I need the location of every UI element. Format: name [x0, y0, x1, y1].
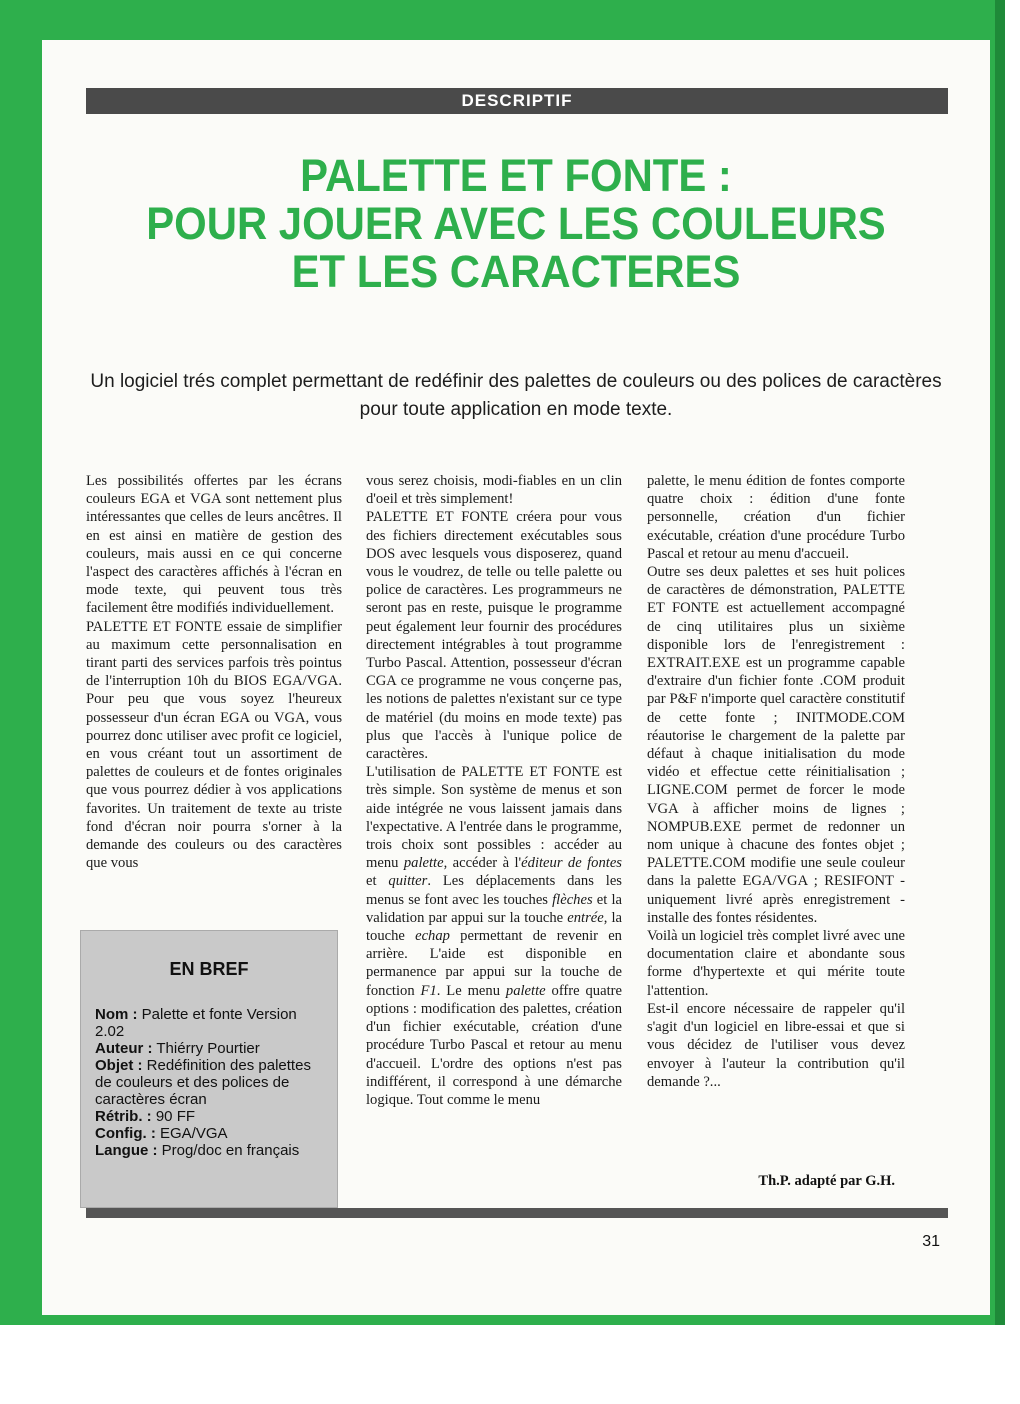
en-bref-label: Objet :	[95, 1057, 143, 1074]
italic-term: flèches	[552, 891, 593, 908]
title-line-3: ET LES CARACTERES	[291, 246, 741, 297]
paragraph: PALETTE ET FONTE essaie de simplifier au maximum cette personnalisation en tirant parti des services parfois très pointus de l'interruption 10h du BIOS EGA/VGA. Pour peu que vous soyez l'heureux possesseur d'un écran EGA ou VGA, vous pourrez donc utiliser avec profit ce logiciel, en vous créant tout un assortiment de palettes de couleurs et de fontes originales que vous pourrez dédier à vos applications favorites. Un traitement de texte au triste fond d'écran noir pourra s'orner à la demande des couleurs ou des caractères que vous	[86, 618, 342, 872]
text-run: . Le menu	[436, 982, 506, 999]
author-signature: Th.P. adapté par G.H.	[758, 1173, 895, 1189]
en-bref-label: Langue :	[95, 1142, 158, 1159]
column-1	[86, 472, 342, 872]
title-line-1: PALETTE ET FONTE :	[300, 150, 732, 201]
en-bref-label: Nom :	[95, 1006, 138, 1023]
text-run: et la validation par appui sur la touche	[366, 891, 622, 926]
paragraph: Voilà un logiciel très complet livré avec une documentation claire et abondante sous forme d'hypertexte et qui mérite toute l'attention.	[647, 928, 905, 999]
text-run: . Les déplacements dans les menus se font avec les touches	[366, 873, 622, 908]
text-run: , accéder à l'	[443, 855, 522, 872]
text-run: permettant de revenir en arrière. L'aide est disponible en permanence par appui sur la touche de fonction	[366, 928, 622, 999]
en-bref-value: Redéfinition des palettes de couleurs et des polices de caractères écran	[95, 1057, 311, 1108]
text-run: offre quatre options : modification des palettes, création d'un fichier exécutable, création d'une procédure Turbo Pascal et retour au menu d'accueil. L'ordre des options n'est pas indifférent, il correspond à une démarche logique. Tout comme le menu	[366, 982, 622, 1108]
italic-term: entrée	[567, 909, 604, 926]
italic-term: éditeur de fontes	[521, 855, 622, 872]
paragraph: PALETTE ET FONTE créera pour vous des fichiers directement exécutables sous DOS avec lesquels vous disposerez, quand vous le voudrez, de telle ou telle palette ou police de caractères. Les programmeurs ne seront pas en reste, puisque le programme peut également leur fournir des procédures directement intégrables à tout programme Turbo Pascal. Attention, possesseur d'écran CGA ce programme ne vous conçerne pas, les notions de palettes n'existant sur ce type de matériel (du moins en mode texte) pas plus que l'accès à l'unique police de caractères.	[366, 509, 622, 763]
paragraph: Outre ses deux palettes et ses huit polices de caractères de démonstration, PALETTE ET FONTE est actuellement accompagné de cinq utilitaires plus un sixième disponible lors de l'enregistrement : EXTRAIT.EXE est un programme capable d'extraire d'un fichier fonte .COM produit par P&F n'importe quel caractère constitutif de cette fonte ; INITMODE.COM réautorise le chargement de la palette par défaut à chaque initialisation du mode vidéo et effectue cette réinitialisation ; LIGNE.COM permet de forcer le mode VGA à afficher moins de lignes ; NOMPUB.EXE permet de redonner un nom unique à chacune des fontes objet ; PALETTE.COM modifie une seule couleur dans la palette EGA/VGA ; RESIFONT - uniquement livré après enregistrement - installe des fontes résidentes.	[647, 564, 905, 926]
en-bref-label: Config. :	[95, 1125, 156, 1142]
column-2	[366, 472, 622, 1109]
article-lede: Un logiciel trés complet permettant de redéfinir des palettes de couleurs ou des polices de caractères pour toute application en mode texte.	[90, 371, 942, 420]
italic-term: palette	[505, 982, 546, 999]
footer-rule	[86, 1208, 948, 1218]
italic-term: palette	[403, 855, 444, 872]
text-run: et	[366, 873, 389, 890]
paragraph: Est-il encore nécessaire de rappeler qu'il s'agit d'un logiciel en libre-essai et que si vous décidez de l'utiliser vous devez envoyer à l'auteur la contribution qu'il demande ?...	[647, 1000, 905, 1090]
en-bref-row	[95, 1108, 325, 1125]
en-bref-row	[95, 1142, 325, 1159]
en-bref-box	[80, 930, 338, 1208]
section-rubric-bar	[86, 88, 948, 114]
article-title	[94, 152, 938, 296]
green-edge	[995, 0, 1005, 1325]
en-bref-row	[95, 1125, 325, 1142]
paragraph	[366, 763, 622, 1109]
magazine-page	[42, 40, 990, 1315]
en-bref-value: Palette et fonte Version 2.02	[95, 1006, 297, 1040]
en-bref-value: 90 FF	[151, 1108, 196, 1125]
en-bref-value: Thiérry Pourtier	[152, 1040, 260, 1057]
en-bref-row	[95, 1006, 325, 1040]
italic-term: quitter	[388, 873, 428, 890]
text-run: L'utilisation de PALETTE ET FONTE est très simple. Son système de menus et son aide intégrée ne vous laissent jamais dans l'expectative. A l'entrée dans le programme, trois choix sont possibles : accéder au menu	[366, 764, 622, 872]
title-line-2: POUR JOUER AVEC LES COULEURS	[146, 198, 886, 249]
paragraph: Les possibilités offertes par les écrans couleurs EGA et VGA sont nettement plus intéressantes que celles de leurs ancêtres. Il en est ainsi en matière de gestion des couleurs, mais aussi en ce qui concerne l'aspect des caractères affichés à l'écran en mode texte, qui peuvent tous très facilement être modifiés individuellement.	[86, 473, 342, 617]
italic-term: echap	[415, 928, 450, 945]
column-3	[647, 472, 905, 1091]
en-bref-list	[95, 1006, 325, 1159]
en-bref-value: EGA/VGA	[155, 1125, 228, 1142]
en-bref-title: EN BREF	[169, 959, 249, 979]
en-bref-row	[95, 1057, 325, 1108]
en-bref-label: Auteur :	[95, 1040, 153, 1057]
paragraph: palette, le menu édition de fontes comporte quatre choix : édition d'une fonte personnelle, création d'un fichier exécutable, création d'une procédure Turbo Pascal et retour au menu d'accueil.	[647, 473, 905, 562]
en-bref-row	[95, 1040, 325, 1057]
section-rubric: DESCRIPTIF	[461, 91, 573, 110]
en-bref-value: Prog/doc en français	[157, 1142, 300, 1159]
paragraph: vous serez choisis, modi-fiables en un clin d'oeil et très simplement!	[366, 473, 622, 508]
page-number: 31	[922, 1233, 940, 1250]
en-bref-label: Rétrib. :	[95, 1108, 152, 1125]
text-run: , la touche	[366, 909, 622, 945]
italic-term: F1	[420, 982, 437, 999]
